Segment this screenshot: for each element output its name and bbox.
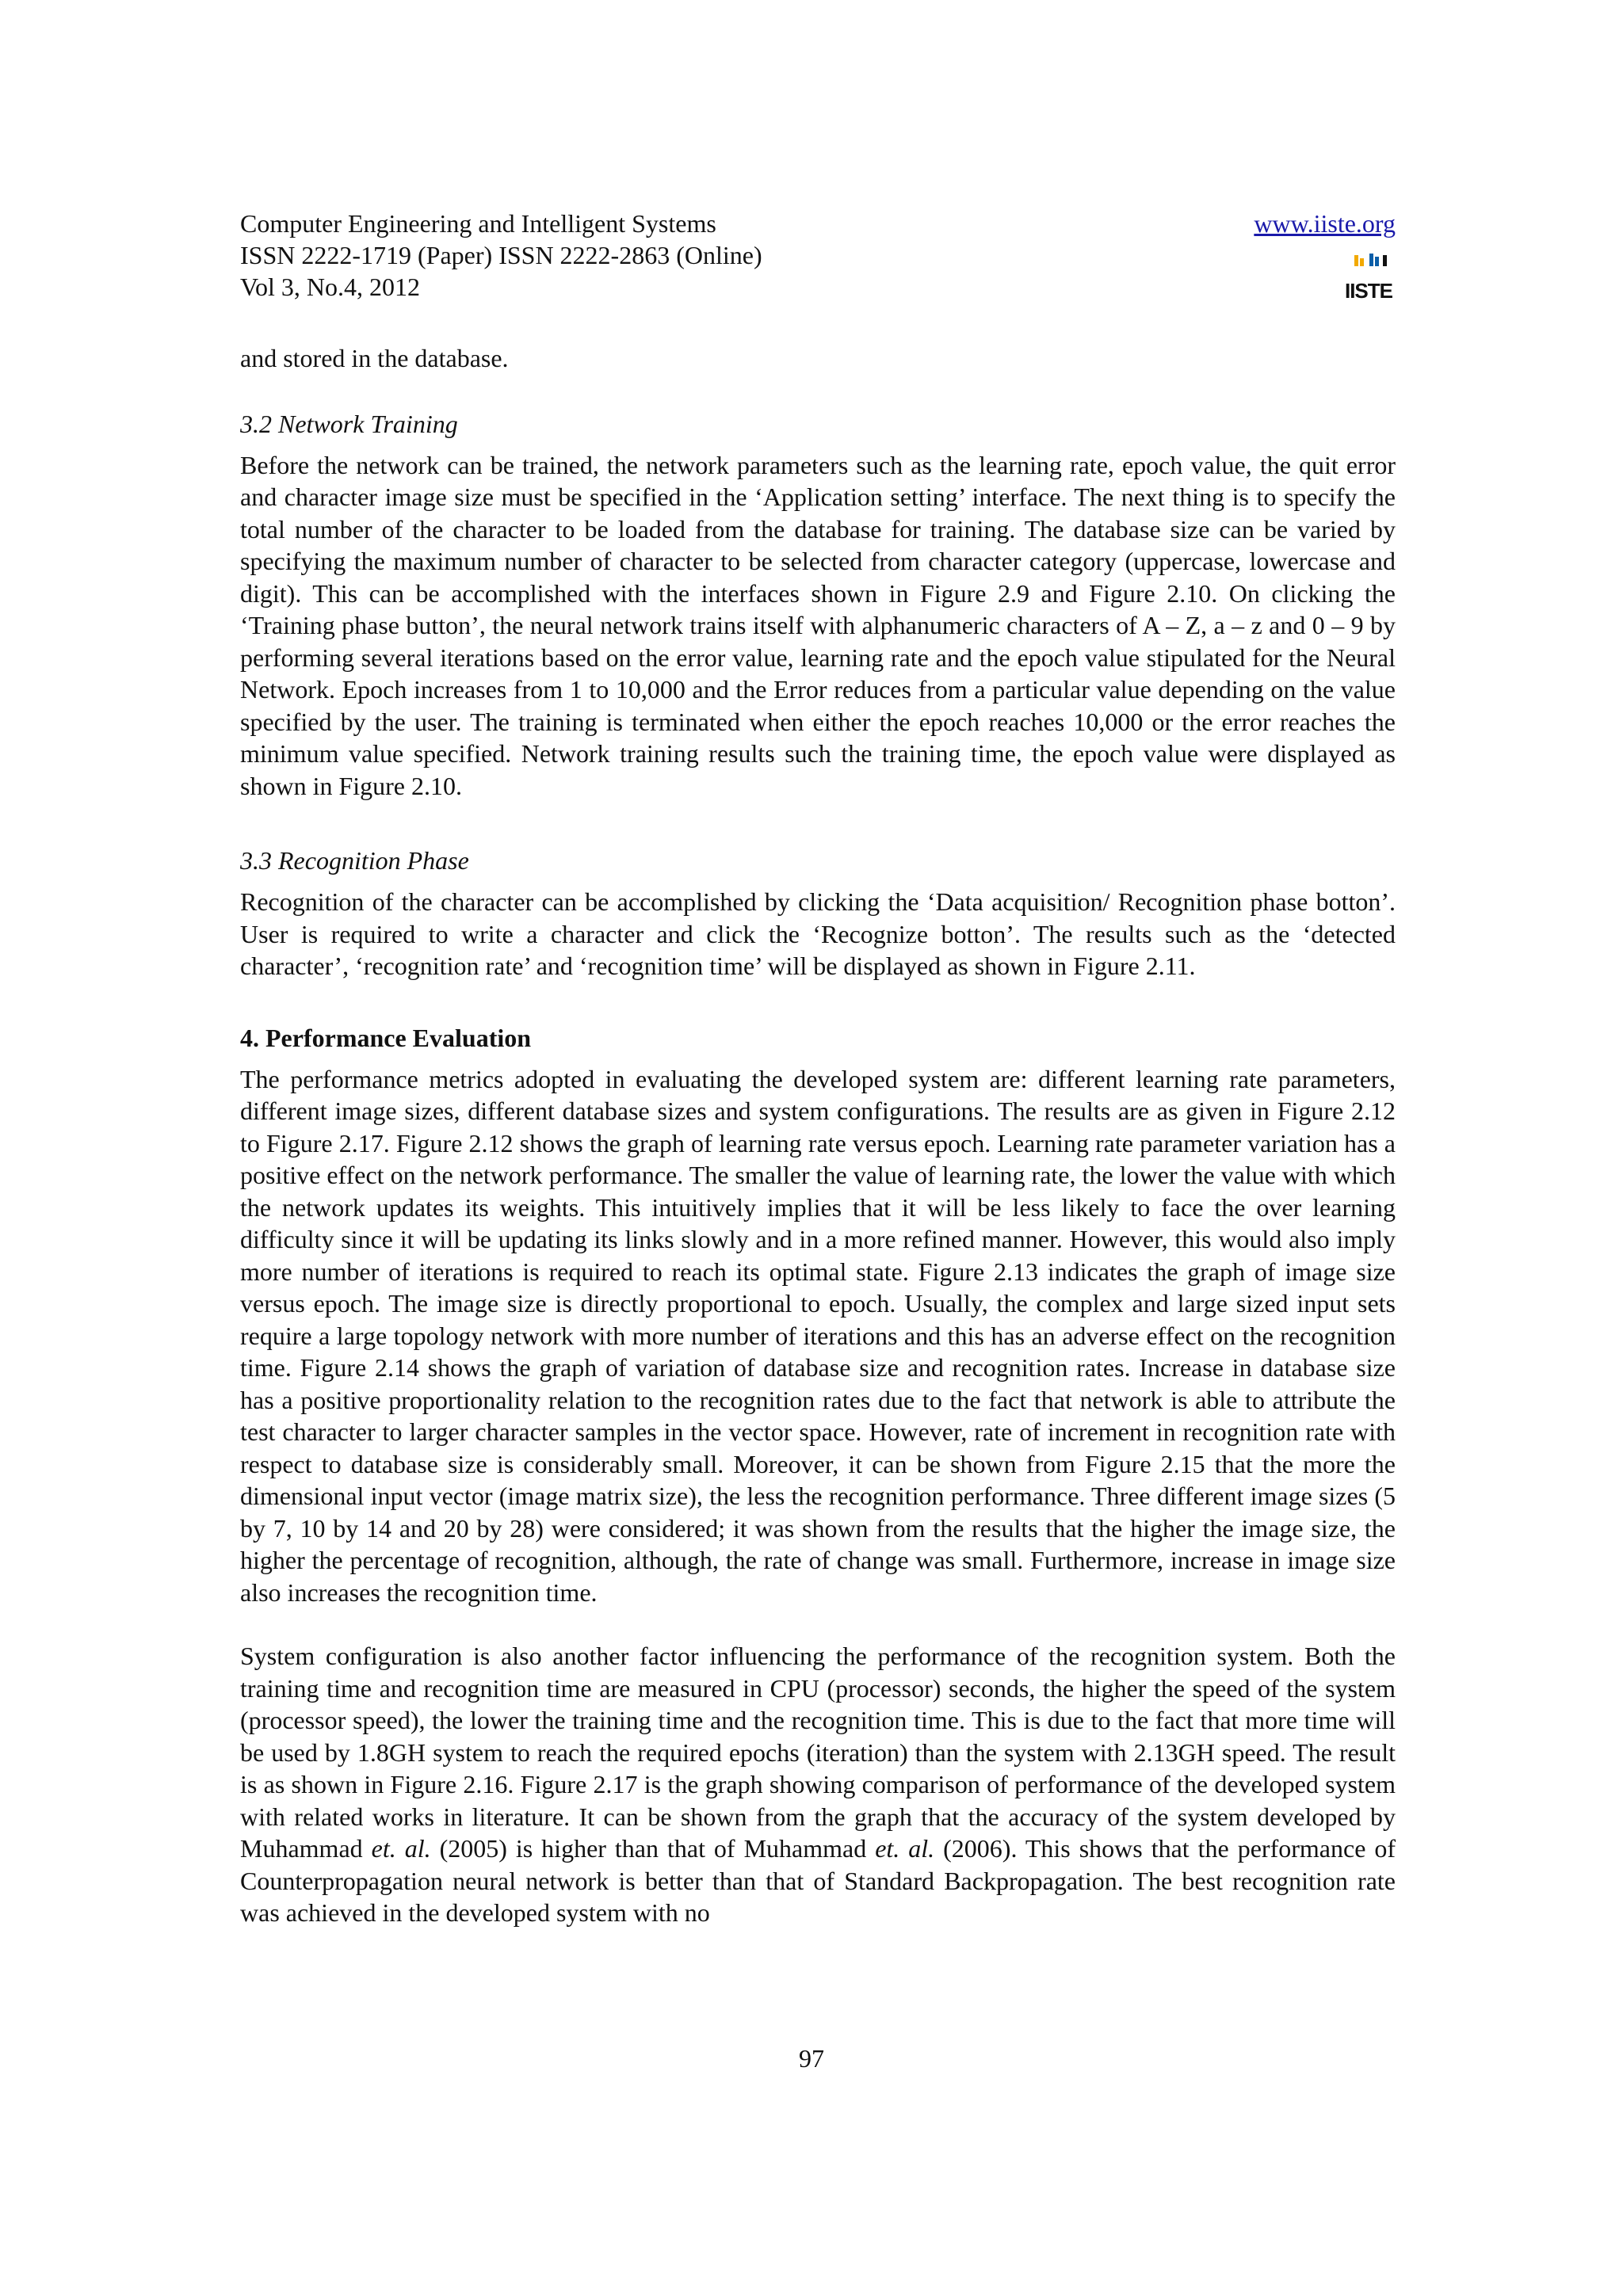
page-header [240, 208, 1396, 311]
section-3-2-title: 3.2 Network Training [240, 409, 458, 438]
section-3-3-title: 3.3 Recognition Phase [240, 846, 469, 875]
section-4-paragraph-2 [240, 1640, 1396, 1929]
page-number: 97 [799, 2044, 824, 2073]
intro-line: and stored in the database. [240, 344, 509, 372]
etal-citation-2: et. al. [875, 1834, 935, 1863]
journal-url-link[interactable]: www.iiste.org [1254, 209, 1396, 238]
section-3-2-text: Before the network can be trained, the network parameters such as the learning rate, epoch value, the quit error and character image size must be specified in the ‘Application setting’ interface. The next thing is to specify the total number of the character to be loaded from the database for training. The database size can be varied by specifying the maximum number of character to be selected from character category (uppercase, lowercase and digit). This can be accomplished with the interfaces shown in Figure 2.9 and Figure 2.10. On clicking the ‘Training phase button’, the neural network trains itself with alphanumeric characters of A – Z, a – z and 0 – 9 by performing several iterations based on the error value, learning rate and the epoch value stipulated for the Neural Network. Epoch increases from 1 to 10,000 and the Error reduces from a particular value depending on the value specified by the user. The training is terminated when either the epoch reaches 10,000 or the error reaches the minimum value specified. Network training results such the training time, the epoch value were displayed as shown in Figure 2.10. [240, 450, 1396, 800]
section-4-paragraph-1: The performance metrics adopted in evaluating the developed system are: different learning rate parameters, different image sizes, different database sizes and system configurations. The results are as given in Figure 2.12 to Figure 2.17. Figure 2.12 shows the graph of learning rate versus epoch. Learning rate parameter variation has a positive effect on the network performance. The smaller the value of learning rate, the lower the value with which the network updates its weights. This intuitively implies that it will be less likely to face the over learning difficulty since it will be updating its links slowly and in a more refined manner. However, this would also imply more number of iterations is required to reach its optimal state. Figure 2.13 indicates the graph of image size versus epoch. The image size is directly proportional to epoch. Usually, the complex and large sized input sets require a large topology network with more number of iterations and this has an adverse effect on the recognition time. Figure 2.14 shows the graph of variation of database size and recognition rates. Increase in database size has a positive proportionality relation to the recognition rates due to the fact that network is able to attribute the test character to larger character samples in the vector space. However, rate of increment in recognition rate with respect to database size is considerably small. Moreover, it can be shown from Figure 2.15 that the more the dimensional input vector (image matrix size), the less the recognition performance. Three different image sizes (5 by 7, 10 by 14 and 20 by 28) were considered; it was shown from the results that the higher the image size, the higher the percentage of recognition, although, the rate of change was small. Furthermore, increase in image size also increases the recognition time. [240, 1064, 1396, 1607]
journal-name: Computer Engineering and Intelligent Systems [240, 209, 716, 238]
issn-line: ISSN 2222-1719 (Paper) ISSN 2222-2863 (Online) [240, 241, 762, 269]
section-4-title: 4. Performance Evaluation [240, 1023, 532, 1052]
page-content [240, 208, 1396, 1929]
paragraph-2-part-b: (2005) is higher than that of Muhammad [430, 1834, 876, 1863]
etal-citation-1: et. al. [371, 1834, 431, 1863]
section-3-3-text: Recognition of the character can be accomplished by clicking the ‘Data acquisition/ Recognition phase botton’. User is required to write a character and click the ‘Recognize botton’. The results such as the ‘detected character’, ‘recognition rate’ and ‘recognition time’ will be displayed as shown in Figure 2.11. [240, 887, 1396, 980]
paragraph-2-part-a: System configuration is also another factor influencing the performance of the recognition system. Both the training time and recognition time are measured in CPU (processor) seconds, the higher the speed of the system (processor speed), the lower the training time and the recognition time. This is due to the fact that more time will be used by 1.8GH system to reach the required epochs (iteration) than the system with 2.13GH speed. The result is as shown in Figure 2.16. Figure 2.17 is the graph showing comparison of performance of the developed system with related works in literature. It can be shown from the graph that the accuracy of the system developed by Muhammad [240, 1642, 1396, 1863]
svg-text:IISTE: IISTE [1344, 279, 1393, 303]
paragraph-2-part-c: (2006). This shows that the performance of Counterpropagation neural network is better than that of Standard Backpropagation. The best recognition rate was achieved in the developed system with no [240, 1834, 1396, 1927]
iiste-logo-icon [1343, 250, 1394, 303]
volume-line: Vol 3, No.4, 2012 [240, 273, 420, 301]
